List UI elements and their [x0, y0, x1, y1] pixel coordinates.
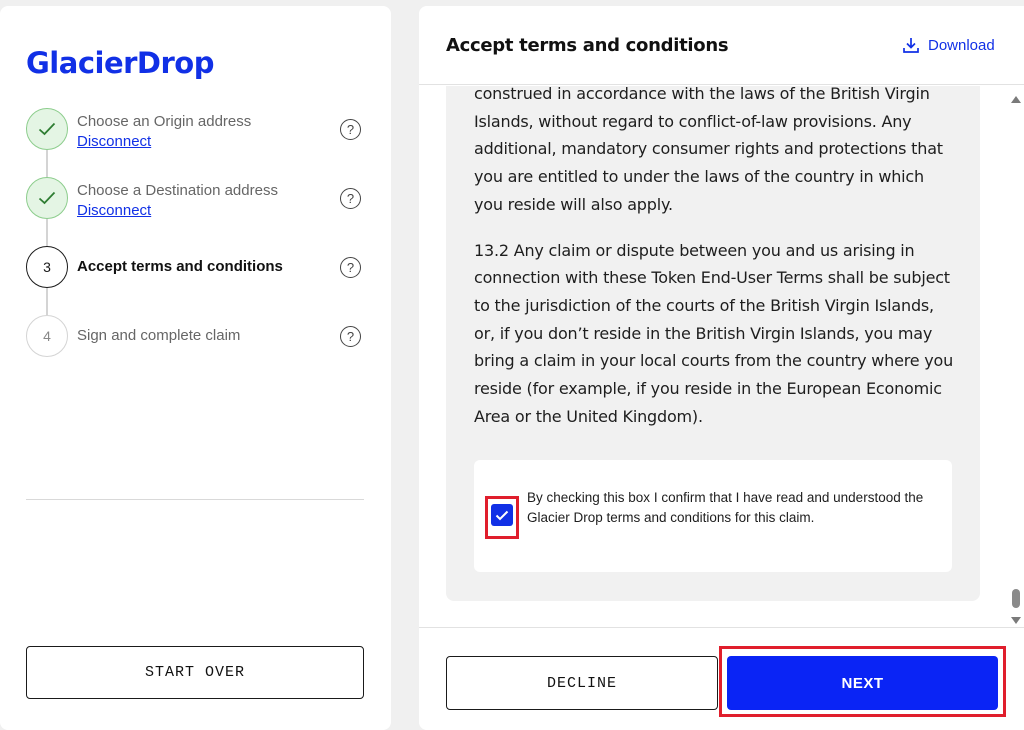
step-connector — [46, 288, 48, 315]
scroll-up-arrow-icon[interactable] — [1011, 96, 1021, 103]
scroll-thumb[interactable] — [1012, 589, 1020, 608]
check-icon — [38, 191, 56, 205]
download-link[interactable] — [902, 36, 995, 54]
step-destination — [26, 177, 366, 246]
download-icon — [902, 36, 920, 54]
help-icon[interactable]: ? — [340, 188, 361, 209]
page-title: Accept terms and conditions — [446, 35, 729, 56]
logo-text: GlacierDrop — [26, 46, 214, 80]
check-icon — [38, 122, 56, 136]
step-3-label: Accept terms and conditions — [77, 258, 283, 275]
terms-checkbox[interactable] — [491, 504, 513, 526]
confirm-card — [474, 460, 952, 572]
help-icon[interactable]: ? — [340, 326, 361, 347]
terms-content — [446, 86, 980, 601]
step-sign — [26, 315, 366, 384]
terms-paragraph: 13.2 Any claim or dispute between you and us arising in connection with these Token End-User Terms shall be subject to the jurisdiction of the courts of the British Virgin Islands, or, if you don’t reside in the British Virgin Islands, you may bring a claim in your local courts from the country where you reside (for example, if you reside in the European Economic Area or the United Kingdom). — [474, 240, 954, 426]
step-connector — [46, 219, 48, 246]
action-footer — [419, 627, 1024, 730]
decline-button[interactable]: DECLINE — [446, 656, 718, 710]
check-icon — [495, 510, 509, 521]
help-icon[interactable]: ? — [340, 257, 361, 278]
terms-panel — [419, 6, 1024, 730]
step-4-number: 4 — [26, 315, 68, 357]
scroll-down-arrow-icon[interactable] — [1011, 617, 1021, 624]
steps-panel — [0, 6, 391, 730]
terms-header — [419, 6, 1024, 85]
step-1-disconnect-link[interactable]: Disconnect — [77, 133, 152, 150]
step-2-complete-indicator — [26, 177, 68, 219]
download-label: Download — [928, 36, 995, 54]
step-1-label: Choose an Origin address — [77, 113, 252, 130]
start-over-button[interactable]: START OVER — [26, 646, 364, 699]
scrollbar[interactable] — [1009, 86, 1024, 626]
step-terms — [26, 246, 366, 315]
glacierdrop-logo — [26, 46, 214, 80]
step-connector — [46, 150, 48, 177]
step-4-label: Sign and complete claim — [77, 327, 241, 344]
divider — [26, 499, 364, 500]
terms-paragraph: construed in accordance with the laws of the British Virgin Islands, without regard to conflict-of-law provisions. Any additional, mandatory consumer rights and protections that you are entitled to under the laws of the country in which you reside will also apply. — [474, 86, 943, 214]
step-list — [26, 108, 366, 384]
help-icon[interactable]: ? — [340, 119, 361, 140]
terms-scroll-area[interactable] — [419, 86, 1024, 626]
next-button[interactable]: NEXT — [727, 656, 998, 710]
step-1-complete-indicator — [26, 108, 68, 150]
step-2-disconnect-link[interactable]: Disconnect — [77, 202, 152, 219]
step-origin — [26, 108, 366, 177]
step-3-number: 3 — [26, 246, 68, 288]
confirm-label: By checking this box I confirm that I have read and understood the Glacier Drop terms and conditions for this claim. — [527, 490, 924, 525]
step-2-label: Choose a Destination address — [77, 182, 278, 199]
